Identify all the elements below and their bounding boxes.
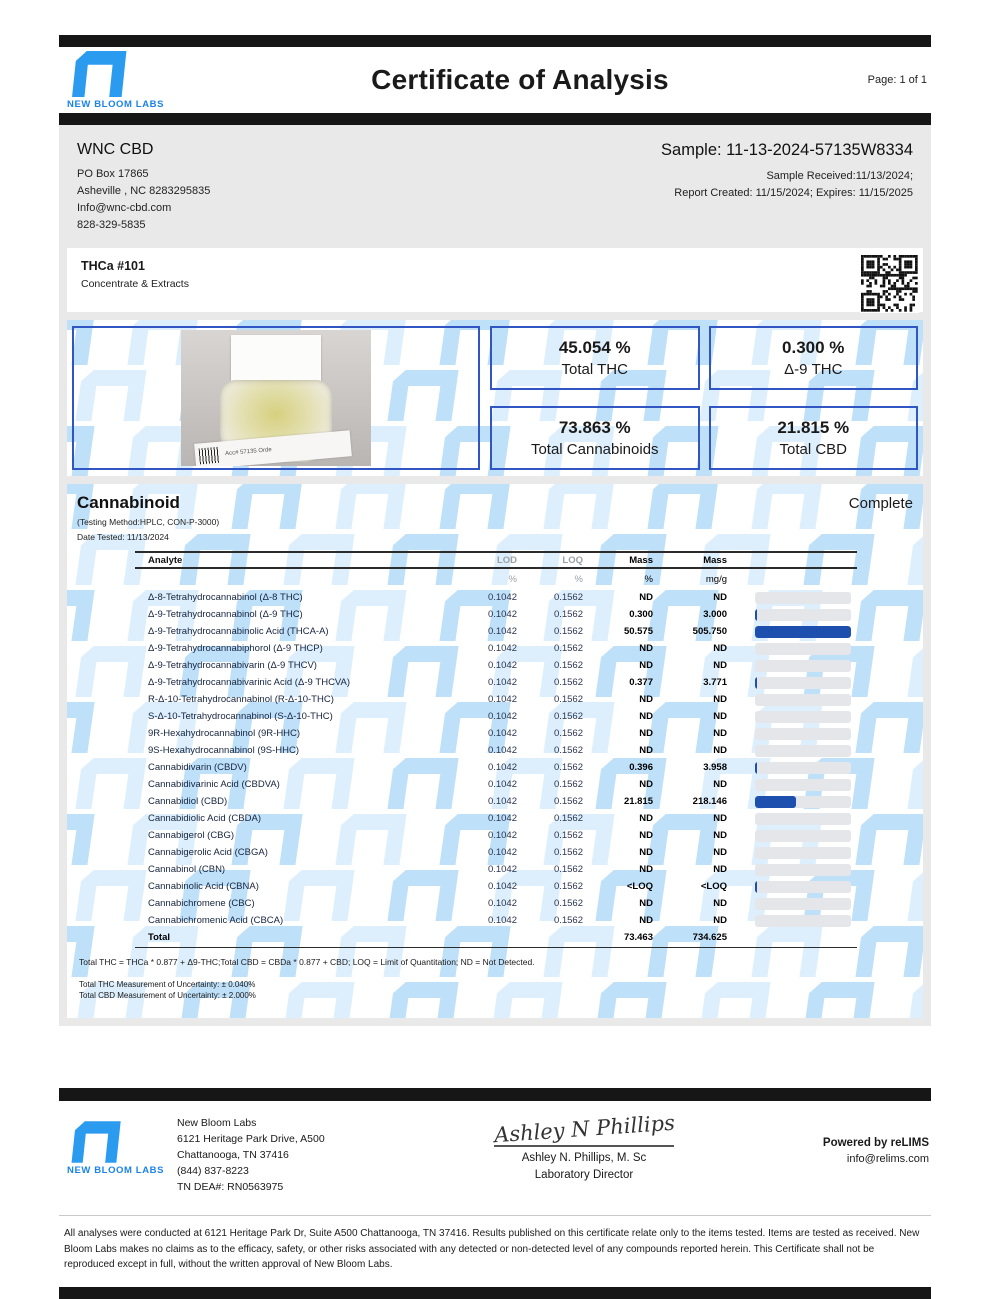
mass-mgg-value: 3.958 [703, 762, 727, 773]
lod-value: 0.1042 [487, 779, 517, 790]
lod-value: 0.1042 [487, 592, 517, 603]
new-bloom-labs-logo-icon [65, 51, 132, 97]
table-row [135, 606, 857, 623]
loq-value: 0.1562 [553, 694, 583, 705]
lod-value: 0.1042 [487, 915, 517, 926]
mass-pct-value: ND [639, 847, 653, 858]
client-name: WNC CBD [77, 141, 154, 158]
mass-pct-value: ND [639, 643, 653, 654]
loq-value: 0.1562 [553, 728, 583, 739]
analyte-name: Δ-9-Tetrahydrocannabiphorol (Δ-9 THCP) [148, 643, 323, 654]
product-category: Concentrate & Extracts [81, 278, 189, 290]
product-info-box [67, 248, 923, 312]
mass-mgg-value: ND [713, 592, 727, 603]
header-rule-bar [59, 113, 931, 125]
testing-method: (Testing Method:HPLC, CON-P-3000) [77, 517, 220, 527]
mass-pct-value: ND [639, 592, 653, 603]
report-dates: Report Created: 11/15/2024; Expires: 11/15/2025 [674, 187, 913, 199]
table-row [135, 708, 857, 725]
calculation-footnote: Total THC = THCa * 0.877 + Δ9-THC;Total CBD = CBDa * 0.877 + CBD; LOQ = Limit of Quantitation; ND = Not Detected. [79, 957, 535, 967]
page-number: Page: 1 of 1 [867, 74, 927, 86]
lims-contact-email: info@relims.com [846, 1153, 929, 1165]
mass-bar [739, 660, 857, 672]
col-lod: LOD [496, 554, 517, 566]
loq-value: 0.1562 [553, 881, 583, 892]
mass-bar [739, 813, 857, 825]
document-header [59, 47, 931, 113]
loq-value: 0.1562 [553, 898, 583, 909]
loq-value: 0.1562 [553, 660, 583, 671]
mass-pct-value: ND [639, 711, 653, 722]
lims-block [751, 1115, 931, 1165]
unit-mass-pct: % [644, 573, 653, 585]
lod-value: 0.1042 [487, 796, 517, 807]
date-tested: Date Tested: 11/13/2024 [77, 532, 169, 542]
mass-pct-value: 50.575 [623, 626, 653, 637]
lod-value: 0.1042 [487, 813, 517, 824]
mass-mgg-value: ND [713, 830, 727, 841]
mass-mgg-value: ND [713, 898, 727, 909]
unit-loq: % [574, 573, 583, 585]
mass-mgg-value: 218.146 [692, 796, 727, 807]
uncertainty-line: Total THC Measurement of Uncertainty: ± 0.040% [79, 980, 256, 989]
sample-block [661, 141, 913, 234]
lab-address-line: TN DEA#: RN0563975 [177, 1181, 284, 1193]
top-rule-bar [59, 35, 931, 47]
bar-track [755, 694, 851, 706]
uncertainty-notes [79, 980, 911, 1001]
bar-track [755, 711, 851, 723]
signature-handwriting: Ashley N Phillips [492, 1110, 676, 1148]
summary-band [67, 320, 923, 476]
loq-value: 0.1562 [553, 762, 583, 773]
mass-mgg-value: ND [713, 813, 727, 824]
table-footnotes [79, 957, 911, 1001]
mass-mgg-value: ND [713, 745, 727, 756]
bar-track [755, 847, 851, 859]
mass-mgg-value: 505.750 [692, 626, 727, 637]
lod-value: 0.1042 [487, 881, 517, 892]
summary-stat-box [490, 326, 700, 390]
table-row [135, 861, 857, 878]
document-body [59, 125, 931, 1026]
mass-pct-value: 0.300 [629, 609, 653, 620]
col-mass-pct: Mass [629, 554, 653, 566]
sample-photo [181, 330, 371, 466]
loq-value: 0.1562 [553, 626, 583, 637]
bar-fill [755, 609, 757, 621]
analyte-name: Δ-9-Tetrahydrocannabinol (Δ-9 THC) [148, 609, 303, 620]
summary-stats [490, 326, 918, 470]
loq-value: 0.1562 [553, 864, 583, 875]
table-row [135, 640, 857, 657]
footer-rule-bar [59, 1088, 931, 1101]
mass-mgg-value: ND [713, 728, 727, 739]
stat-value: 45.054 % [558, 338, 631, 357]
mass-pct-value: 0.377 [629, 677, 653, 688]
product-name: THCa #101 [81, 259, 145, 273]
mass-bar [739, 830, 857, 842]
stat-label: Δ-9 THC [784, 361, 843, 378]
uncertainty-line: Total CBD Measurement of Uncertainty: ± 2.000% [79, 990, 256, 1000]
mass-pct-value: 21.815 [623, 796, 653, 807]
bar-track [755, 745, 851, 757]
mass-bar [739, 592, 857, 604]
table-row [135, 589, 857, 606]
loq-value: 0.1562 [553, 796, 583, 807]
table-row [135, 793, 857, 810]
table-row [135, 912, 857, 929]
lod-value: 0.1042 [487, 728, 517, 739]
table-row [135, 674, 857, 691]
stat-value: 0.300 % [782, 338, 845, 357]
total-label: Total [148, 932, 170, 943]
sample-id: Sample: 11-13-2024-57135W8334 [661, 141, 913, 159]
mass-bar [739, 847, 857, 859]
total-mass-pct: 73.463 [623, 932, 653, 943]
mass-pct-value: ND [639, 830, 653, 841]
mass-bar [739, 864, 857, 876]
mass-pct-value: 0.396 [629, 762, 653, 773]
stat-value: 21.815 % [777, 418, 850, 437]
mass-bar [739, 728, 857, 740]
lod-value: 0.1042 [487, 762, 517, 773]
certificate-sheet [59, 35, 931, 1299]
bar-track [755, 592, 851, 604]
mass-bar [739, 694, 857, 706]
signer-title: Laboratory Director [534, 1169, 634, 1181]
mass-bar [739, 609, 857, 621]
analyte-name: Cannabidiolic Acid (CBDA) [148, 813, 261, 824]
stat-label: Total THC [561, 361, 628, 378]
new-bloom-labs-logo-icon [65, 1121, 125, 1163]
mass-pct-value: ND [639, 779, 653, 790]
mass-bar [739, 881, 857, 893]
sample-photo-panel [72, 326, 480, 470]
analyte-name: Cannabichromene (CBC) [148, 898, 255, 909]
table-body [135, 589, 857, 948]
table-row [135, 691, 857, 708]
table-row [135, 878, 857, 895]
mass-mgg-value: ND [713, 660, 727, 671]
mass-bar [739, 745, 857, 757]
lod-value: 0.1042 [487, 864, 517, 875]
loq-value: 0.1562 [553, 915, 583, 926]
bar-track [755, 779, 851, 791]
analyte-name: Δ-9-Tetrahydrocannabivarinic Acid (Δ-9 THCVA) [148, 677, 351, 688]
bar-track [755, 762, 851, 774]
mass-pct-value: ND [639, 915, 653, 926]
analyte-name: 9R-Hexahydrocannabinol (9R-HHC) [148, 728, 301, 739]
bar-track [755, 626, 851, 638]
section-title: Cannabinoid [77, 493, 180, 512]
col-loq: LOQ [562, 554, 583, 566]
loq-value: 0.1562 [553, 677, 583, 688]
bar-fill [755, 677, 757, 689]
col-analyte: Analyte [148, 554, 183, 566]
summary-stat-box [709, 406, 919, 470]
lab-address-line: 6121 Heritage Park Drive, A500 [177, 1133, 325, 1145]
analyte-name: Cannabidiol (CBD) [148, 796, 228, 807]
table-row [135, 657, 857, 674]
loq-value: 0.1562 [553, 609, 583, 620]
table-row [135, 810, 857, 827]
analyte-name: Cannabinolic Acid (CBNA) [148, 881, 259, 892]
lod-value: 0.1042 [487, 694, 517, 705]
mass-bar [739, 796, 857, 808]
powered-by: Powered by reLIMS [822, 1137, 929, 1149]
mass-bar [739, 643, 857, 655]
mass-mgg-value: ND [713, 694, 727, 705]
bar-track [755, 677, 851, 689]
bar-track [755, 796, 851, 808]
analyte-name: S-Δ-10-Tetrahydrocannabinol (S-Δ-10-THC) [148, 711, 333, 722]
table-row [135, 844, 857, 861]
table-row [135, 623, 857, 640]
mass-mgg-value: ND [713, 915, 727, 926]
bar-track [755, 728, 851, 740]
lod-value: 0.1042 [487, 711, 517, 722]
bar-fill [755, 881, 757, 893]
client-detail-line: Asheville , NC 8283295835 [77, 185, 211, 197]
table-row [135, 776, 857, 793]
analyte-name: R-Δ-10-Tetrahydrocannabinol (R-Δ-10-THC) [148, 694, 334, 705]
bar-track [755, 830, 851, 842]
disclaimer-text: All analyses were conducted at 6121 Heritage Park Dr, Suite A500 Chattanooga, TN 37416. Results published on this certificate relate only to the items tested. Items are tested as received. New Bloom Labs makes no claims as to the efficacy, safety, or other risks associated with any detected or non-detected level of any compounds reported herein. This Certificate shall not be reproduced except in full, without the written approval of New Bloom Labs. [64, 1228, 920, 1270]
stat-value: 73.863 % [558, 418, 631, 437]
stat-label: Total CBD [779, 441, 848, 458]
client-detail-line: Info@wnc-cbd.com [77, 202, 172, 214]
mass-bar [739, 711, 857, 723]
bar-fill [755, 796, 796, 808]
stat-label: Total Cannabinoids [530, 441, 659, 458]
analyte-name: Cannabinol (CBN) [148, 864, 226, 875]
sample-received: Sample Received:11/13/2024; [766, 170, 913, 182]
bar-track [755, 881, 851, 893]
loq-value: 0.1562 [553, 745, 583, 756]
bar-track [755, 643, 851, 655]
page-title: Certificate of Analysis [371, 64, 669, 95]
bar-track [755, 864, 851, 876]
lod-value: 0.1042 [487, 660, 517, 671]
analyte-name: Cannabidivarin (CBDV) [148, 762, 247, 773]
bar-track [755, 813, 851, 825]
bar-track [755, 609, 851, 621]
mass-mgg-value: 3.771 [703, 677, 727, 688]
client-detail-line: 828-329-5835 [77, 219, 146, 231]
lod-value: 0.1042 [487, 847, 517, 858]
mass-pct-value: ND [639, 728, 653, 739]
mass-mgg-value: 3.000 [703, 609, 727, 620]
mass-bar [739, 762, 857, 774]
lod-value: 0.1042 [487, 677, 517, 688]
bottom-rule-bar [59, 1287, 931, 1299]
signature-block [417, 1110, 751, 1181]
unit-lod: % [508, 573, 517, 585]
analyte-name: 9S-Hexahydrocannabinol (9S-HHC) [148, 745, 300, 756]
lod-value: 0.1042 [487, 745, 517, 756]
loq-value: 0.1562 [553, 830, 583, 841]
mass-bar [739, 898, 857, 910]
bar-track [755, 898, 851, 910]
lab-logo [59, 51, 209, 110]
analyte-name: Δ-9-Tetrahydrocannabivarin (Δ-9 THCV) [148, 660, 317, 671]
cannabinoid-section [67, 484, 923, 1018]
mass-pct-value: ND [639, 694, 653, 705]
client-block [77, 141, 210, 234]
mass-pct-value: ND [639, 864, 653, 875]
cannabinoid-table [135, 551, 857, 948]
analyte-name: Cannabigerol (CBG) [148, 830, 235, 841]
analyte-name: Δ-8-Tetrahydrocannabinol (Δ-8 THC) [148, 592, 303, 603]
document-footer [59, 1101, 931, 1195]
bar-track [755, 660, 851, 672]
table-row [135, 725, 857, 742]
mass-mgg-value: ND [713, 643, 727, 654]
lod-value: 0.1042 [487, 830, 517, 841]
spacer [59, 1026, 931, 1088]
bar-track [755, 915, 851, 927]
col-mass-mgg: Mass [703, 554, 727, 566]
table-row [135, 742, 857, 759]
client-detail-line: PO Box 17865 [77, 168, 149, 180]
lab-address-line: Chattanooga, TN 37416 [177, 1149, 289, 1161]
analyte-name: Δ-9-Tetrahydrocannabinolic Acid (THCA-A) [148, 626, 329, 637]
table-row [135, 827, 857, 844]
table-total-row [135, 929, 857, 946]
loq-value: 0.1562 [553, 779, 583, 790]
lod-value: 0.1042 [487, 609, 517, 620]
mass-pct-value: <LOQ [626, 881, 653, 892]
bar-fill [755, 626, 851, 638]
loq-value: 0.1562 [553, 643, 583, 654]
analyte-name: Cannabichromenic Acid (CBCA) [148, 915, 284, 926]
lod-value: 0.1042 [487, 898, 517, 909]
mass-mgg-value: ND [713, 711, 727, 722]
mass-bar [739, 779, 857, 791]
summary-stat-box [490, 406, 700, 470]
footer-lab-logo [59, 1115, 177, 1176]
mass-pct-value: ND [639, 813, 653, 824]
lab-address-line: (844) 837-8223 [177, 1165, 249, 1177]
loq-value: 0.1562 [553, 847, 583, 858]
analyte-name: Cannabigerolic Acid (CBGA) [148, 847, 268, 858]
unit-mass-mgg: mg/g [705, 573, 727, 585]
mass-pct-value: ND [639, 745, 653, 756]
table-header-row [135, 551, 857, 569]
qr-code [860, 254, 919, 313]
loq-value: 0.1562 [553, 592, 583, 603]
brand-name: NEW BLOOM LABS [67, 98, 165, 110]
mass-pct-value: ND [639, 898, 653, 909]
table-units-row [135, 569, 857, 589]
signer-name: Ashley N. Phillips, M. Sc [521, 1152, 647, 1164]
mass-mgg-value: ND [713, 864, 727, 875]
lod-value: 0.1042 [487, 643, 517, 654]
analyte-name: Cannabidivarinic Acid (CBDVA) [148, 779, 280, 790]
loq-value: 0.1562 [553, 813, 583, 824]
lab-address [177, 1115, 417, 1195]
barcode-icon [199, 447, 220, 465]
mass-bar [739, 915, 857, 927]
summary-stat-box [709, 326, 919, 390]
loq-value: 0.1562 [553, 711, 583, 722]
brand-name: NEW BLOOM LABS [67, 1165, 165, 1176]
lod-value: 0.1042 [487, 626, 517, 637]
lab-address-line: New Bloom Labs [177, 1117, 257, 1129]
mass-bar [739, 677, 857, 689]
mass-mgg-value: <LOQ [700, 881, 727, 892]
table-row [135, 759, 857, 776]
bar-fill [755, 762, 757, 774]
client-sample-info [67, 125, 923, 248]
mass-mgg-value: ND [713, 779, 727, 790]
mass-bar [739, 626, 857, 638]
section-status: Complete [848, 495, 913, 512]
total-mass-mgg: 734.625 [692, 932, 727, 943]
table-row [135, 895, 857, 912]
jar-label-text: Acc# 57135 Orde [224, 447, 272, 458]
mass-pct-value: ND [639, 660, 653, 671]
mass-mgg-value: ND [713, 847, 727, 858]
